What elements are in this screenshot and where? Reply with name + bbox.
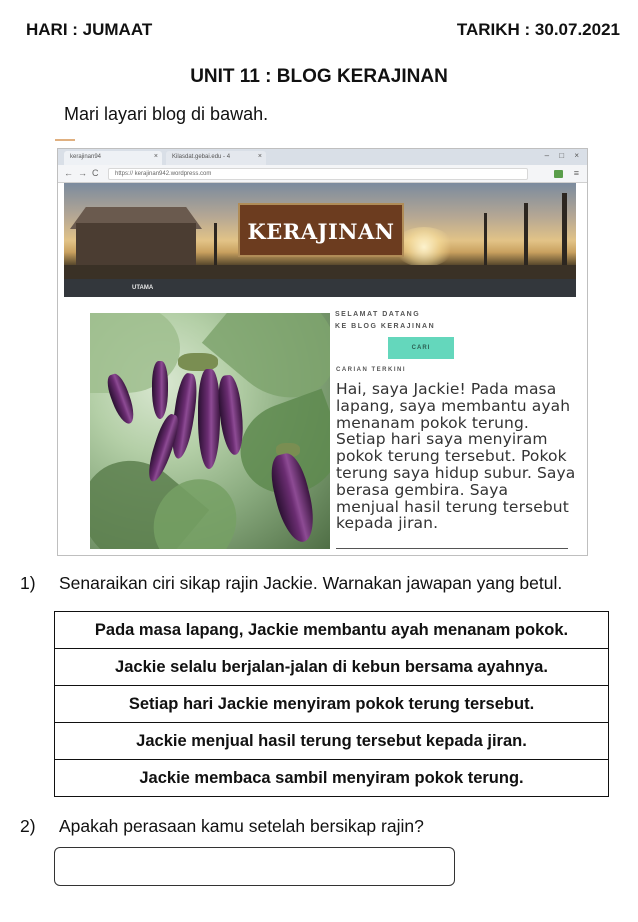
- browser-tab[interactable]: [64, 151, 162, 165]
- date-label: TARIKH : 30.07.2021: [456, 20, 620, 39]
- close-icon[interactable]: ×: [153, 153, 158, 160]
- answer-option[interactable]: Jackie menjual hasil terung tersebut kepada jiran.: [55, 723, 609, 760]
- question-text: Senaraikan ciri sikap rajin Jackie. Warnakan jawapan yang betul.: [59, 573, 563, 593]
- day-label: HARI : JUMAAT: [26, 20, 153, 39]
- sidebar-welcome-line: SELAMAT DATANG KE BLOG KERAJINAN: [335, 311, 436, 330]
- blog-logo[interactable]: KERAJINAN: [238, 203, 404, 257]
- answer-option[interactable]: Jackie membaca sambil menyiram pokok terung.: [55, 760, 609, 797]
- question-number: 1): [20, 573, 36, 593]
- divider: [336, 548, 568, 549]
- search-button[interactable]: CARI: [388, 337, 454, 359]
- answer-options-table: [54, 611, 609, 797]
- back-icon[interactable]: ←: [64, 168, 73, 178]
- ground-shape: [64, 265, 576, 279]
- answer-option[interactable]: Setiap hari Jackie menyiram pokok terung tersebut.: [55, 686, 609, 723]
- recent-search-label: CARIAN TERKINI: [336, 367, 406, 373]
- answer-option[interactable]: Jackie selalu berjalan-jalan di kebun bersama ayahnya.: [55, 649, 609, 686]
- eggplant-shape: [152, 361, 168, 419]
- nav-item-home[interactable]: UTAMA: [132, 285, 154, 291]
- eggplant-shape: [198, 369, 220, 469]
- tree-shape: [214, 223, 217, 271]
- tree-shape: [562, 193, 567, 271]
- browser-tab-bar: [58, 149, 587, 165]
- tab-label: kerajinan94: [70, 154, 102, 160]
- reload-icon[interactable]: C: [92, 168, 99, 178]
- answer-option[interactable]: Pada masa lapang, Jackie membantu ayah menanam pokok.: [55, 612, 609, 649]
- close-icon[interactable]: ×: [257, 153, 262, 160]
- eggplant-photo: [90, 313, 330, 549]
- sidebar-welcome: [335, 309, 435, 333]
- url-input[interactable]: https:// kerajinan942.wordpress.com: [108, 168, 528, 180]
- page-title: UNIT 11 : BLOG KERAJINAN: [190, 66, 448, 87]
- browser-screenshot: [57, 148, 588, 556]
- extension-icon[interactable]: [554, 170, 563, 178]
- tree-shape: [524, 203, 528, 271]
- tab-label: Kilasdat.gebai.edu - 4: [172, 154, 231, 160]
- question-number: 2): [20, 816, 36, 836]
- window-controls[interactable]: – □ ×: [544, 151, 583, 160]
- address-bar: [58, 165, 587, 183]
- blog-post-text: Hai, saya Jackie! Pada masa lapang, saya membantu ayah menanam pokok terung. Setiap hari saya menyiram pokok terung tersebut. Pokok terung saya hidup subur. Saya berasa gembira. Saya menjual hasil terung tersebut kepada jiran.: [336, 380, 576, 533]
- menu-icon[interactable]: ≡: [573, 168, 579, 178]
- question-text: Apakah perasaan kamu setelah bersikap rajin?: [59, 816, 424, 836]
- browser-tab[interactable]: [166, 151, 266, 165]
- tree-shape: [484, 213, 487, 271]
- blog-nav-bar: [64, 279, 576, 297]
- instruction-text: Mari layari blog di bawah.: [64, 104, 269, 124]
- forward-icon[interactable]: →: [78, 168, 87, 178]
- answer-input[interactable]: [54, 847, 455, 886]
- blog-banner: [64, 183, 576, 279]
- divider: [55, 139, 75, 141]
